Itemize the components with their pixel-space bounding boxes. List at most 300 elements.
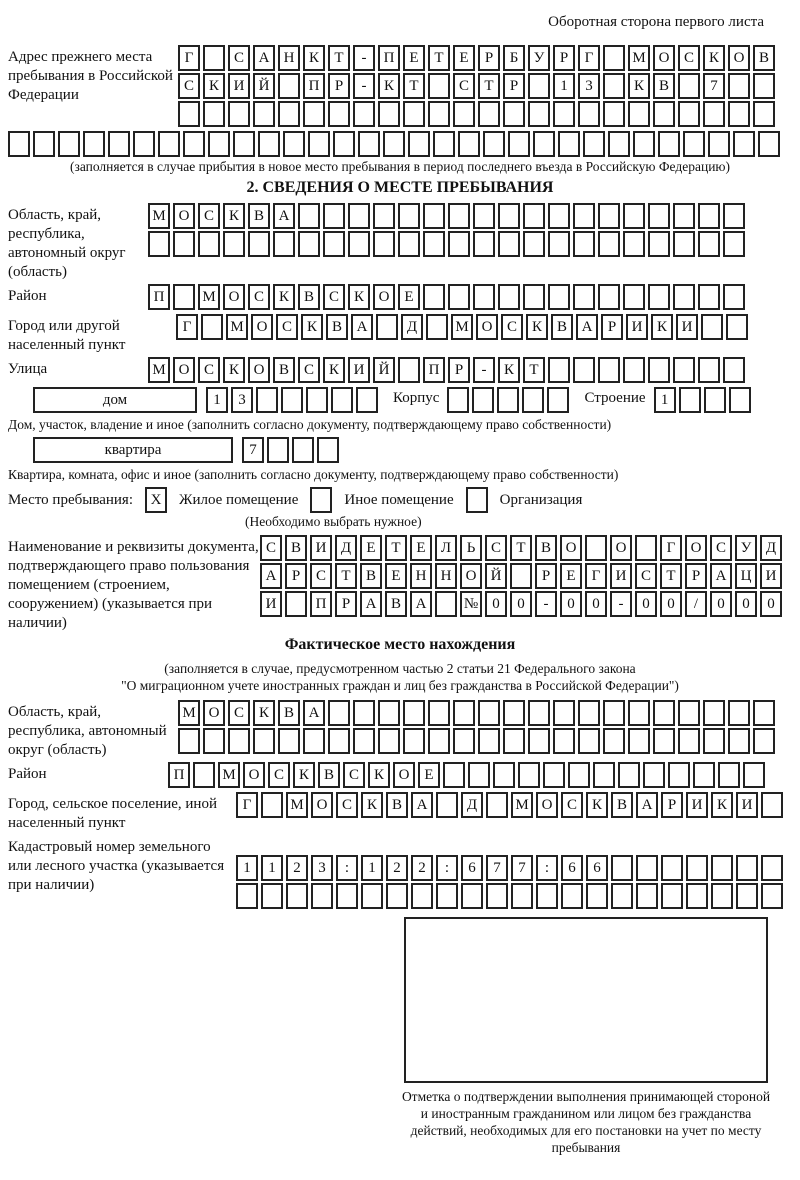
char-cell: А	[636, 792, 658, 818]
char-cell: Д	[760, 535, 782, 561]
char-cell: В	[285, 535, 307, 561]
char-cell	[473, 231, 495, 257]
prev-address-label: Адрес прежнего места пребывания в Российской Федерации	[8, 49, 173, 103]
char-cell	[178, 101, 200, 127]
char-cell: П	[423, 357, 445, 383]
char-cell	[158, 131, 180, 157]
char-cell: О	[536, 792, 558, 818]
char-cell: 7	[486, 855, 508, 881]
char-cell: А	[351, 314, 373, 340]
char-cell: Н	[435, 563, 457, 589]
char-cell: О	[173, 203, 195, 229]
char-cell: К	[203, 73, 225, 99]
char-cell	[736, 883, 758, 909]
char-cell	[285, 591, 307, 617]
char-cell: О	[393, 762, 415, 788]
mesto-label: Место пребывания:	[8, 491, 133, 508]
char-cell	[686, 883, 708, 909]
char-cell	[383, 131, 405, 157]
char-cell: А	[303, 700, 325, 726]
char-cell	[333, 131, 355, 157]
prev-address-row-3	[178, 101, 778, 127]
char-cell	[561, 883, 583, 909]
char-cell	[378, 101, 400, 127]
char-cell	[228, 728, 250, 754]
char-cell: В	[298, 284, 320, 310]
prev-address-rows	[178, 45, 778, 129]
korpus-cells	[447, 387, 572, 413]
mesto-note: (Необходимо выбрать нужное)	[245, 514, 422, 529]
char-cell: К	[703, 45, 725, 71]
ulitsa-label: Улица	[8, 361, 48, 377]
char-cell: К	[628, 73, 650, 99]
fact-oblast-row-1	[178, 700, 778, 726]
char-cell: Ц	[735, 563, 757, 589]
char-cell: Е	[418, 762, 440, 788]
doc-row-1	[260, 535, 785, 561]
char-cell: И	[736, 792, 758, 818]
char-cell: И	[310, 535, 332, 561]
char-cell	[523, 231, 545, 257]
char-cell: И	[348, 357, 370, 383]
char-cell: К	[361, 792, 383, 818]
char-cell: Г	[578, 45, 600, 71]
char-cell: С	[453, 73, 475, 99]
char-cell	[693, 762, 715, 788]
char-cell	[533, 131, 555, 157]
char-cell	[298, 203, 320, 229]
char-cell: К	[273, 284, 295, 310]
char-cell: К	[301, 314, 323, 340]
char-cell	[353, 101, 375, 127]
char-cell	[573, 203, 595, 229]
char-cell: В	[385, 591, 407, 617]
char-cell	[729, 387, 751, 413]
char-cell: С	[678, 45, 700, 71]
char-cell	[753, 73, 775, 99]
char-cell: К	[378, 73, 400, 99]
char-cell	[603, 73, 625, 99]
fact-note-2: "О миграционном учете иностранных граждан и лиц без гражданства в Российской Федерации")	[121, 678, 679, 693]
fact-gorod-label: Город, сельское поселение, иной населенный пункт	[8, 796, 217, 831]
char-cell: С	[323, 284, 345, 310]
char-cell: О	[476, 314, 498, 340]
char-cell: 0	[760, 591, 782, 617]
char-cell: А	[410, 591, 432, 617]
char-cell	[661, 855, 683, 881]
char-cell	[303, 728, 325, 754]
char-cell	[536, 883, 558, 909]
oblast-label: Область, край, республика, автономный округ (область)	[8, 207, 126, 280]
char-cell: Р	[535, 563, 557, 589]
char-cell	[173, 284, 195, 310]
char-cell: В	[386, 792, 408, 818]
char-cell	[528, 728, 550, 754]
kvartira-box: квартира	[33, 437, 233, 463]
char-cell	[723, 231, 745, 257]
char-cell: -	[535, 591, 557, 617]
char-cell	[628, 700, 650, 726]
stroenie-label: Строение	[584, 390, 646, 406]
char-cell	[428, 700, 450, 726]
char-cell	[292, 437, 314, 463]
char-cell	[8, 131, 30, 157]
char-cell: Г	[178, 45, 200, 71]
char-cell: С	[485, 535, 507, 561]
char-cell	[308, 131, 330, 157]
char-cell: А	[576, 314, 598, 340]
char-cell: С	[710, 535, 732, 561]
char-cell	[686, 855, 708, 881]
stamp-note: Отметка о подтверждении выполнения принимающей стороной и иностранным гражданином или лицом без гражданства действий, необходимых для его постановки на учет по месту пребывания	[401, 1089, 771, 1155]
char-cell: А	[710, 563, 732, 589]
option-organizatsiya-label: Организация	[499, 491, 583, 508]
char-cell	[683, 131, 705, 157]
char-cell	[223, 231, 245, 257]
char-cell	[483, 131, 505, 157]
char-cell: П	[303, 73, 325, 99]
char-cell	[603, 101, 625, 127]
char-cell	[673, 284, 695, 310]
prev-address-row-2	[178, 73, 778, 99]
char-cell: С	[336, 792, 358, 818]
char-cell	[278, 73, 300, 99]
kvartira-number-cells	[242, 437, 342, 463]
char-cell	[473, 203, 495, 229]
char-cell: 0	[735, 591, 757, 617]
char-cell	[648, 357, 670, 383]
char-cell: С	[276, 314, 298, 340]
char-cell	[33, 131, 55, 157]
char-cell	[761, 855, 783, 881]
char-cell	[83, 131, 105, 157]
option-zhiloe-label: Жилое помещение	[179, 491, 299, 508]
kvartira-note: Квартира, комната, офис и иное (заполнить согласно документу, подтверждающему право собственности)	[8, 467, 619, 482]
kadastr-field	[8, 835, 792, 911]
char-cell: 0	[635, 591, 657, 617]
char-cell	[598, 203, 620, 229]
char-cell	[598, 231, 620, 257]
char-cell	[653, 700, 675, 726]
char-cell: О	[173, 357, 195, 383]
char-cell: Й	[485, 563, 507, 589]
char-cell: Т	[478, 73, 500, 99]
char-cell: 3	[578, 73, 600, 99]
char-cell: Н	[278, 45, 300, 71]
checkbox-organizatsiya[interactable]	[466, 487, 488, 513]
char-cell: М	[198, 284, 220, 310]
char-cell: О	[685, 535, 707, 561]
char-cell	[648, 203, 670, 229]
kadastr-row-1	[236, 855, 786, 881]
char-cell: 2	[386, 855, 408, 881]
back-side-note: Оборотная сторона первого листа	[548, 14, 764, 30]
char-cell	[428, 73, 450, 99]
char-cell	[348, 203, 370, 229]
char-cell: К	[223, 203, 245, 229]
char-cell: 1	[654, 387, 676, 413]
char-cell	[623, 284, 645, 310]
char-cell	[286, 883, 308, 909]
char-cell	[468, 762, 490, 788]
char-cell: 1	[361, 855, 383, 881]
char-cell	[448, 231, 470, 257]
ulitsa-field	[8, 357, 792, 385]
char-cell: К	[651, 314, 673, 340]
char-cell: В	[535, 535, 557, 561]
char-cell	[598, 284, 620, 310]
char-cell	[573, 231, 595, 257]
char-cell	[578, 728, 600, 754]
char-cell: Д	[335, 535, 357, 561]
char-cell: Т	[385, 535, 407, 561]
char-cell: Е	[453, 45, 475, 71]
kvartira-row	[8, 437, 792, 465]
char-cell: К	[303, 45, 325, 71]
fact-raion-row	[168, 762, 768, 788]
char-cell	[376, 314, 398, 340]
char-cell: С	[228, 700, 250, 726]
char-cell	[267, 437, 289, 463]
char-cell	[203, 728, 225, 754]
ulitsa-row	[148, 357, 748, 383]
char-cell	[236, 883, 258, 909]
kadastr-label: Кадастровый номер земельного или лесного участка (указывается при наличии)	[8, 839, 225, 893]
char-cell	[523, 284, 545, 310]
char-cell	[328, 101, 350, 127]
char-cell: Е	[560, 563, 582, 589]
char-cell: 6	[461, 855, 483, 881]
char-cell	[704, 387, 726, 413]
char-cell: О	[223, 284, 245, 310]
char-cell	[298, 231, 320, 257]
char-cell	[658, 131, 680, 157]
char-cell	[753, 700, 775, 726]
prev-address-row-4	[8, 131, 792, 157]
char-cell	[498, 284, 520, 310]
char-cell: К	[348, 284, 370, 310]
raion-row	[148, 284, 748, 310]
char-cell	[256, 387, 278, 413]
char-cell: Т	[328, 45, 350, 71]
char-cell: К	[498, 357, 520, 383]
char-cell	[623, 231, 645, 257]
char-cell	[623, 357, 645, 383]
char-cell	[303, 101, 325, 127]
char-cell	[753, 101, 775, 127]
char-cell: Г	[176, 314, 198, 340]
char-cell: С	[635, 563, 657, 589]
checkbox-inoe[interactable]	[310, 487, 332, 513]
char-cell: Е	[385, 563, 407, 589]
char-cell: 1	[206, 387, 228, 413]
char-cell	[435, 591, 457, 617]
char-cell	[433, 131, 455, 157]
char-cell: Е	[403, 45, 425, 71]
char-cell: С	[198, 203, 220, 229]
char-cell	[573, 284, 595, 310]
char-cell	[378, 700, 400, 726]
char-cell: С	[501, 314, 523, 340]
char-cell: В	[278, 700, 300, 726]
checkbox-zhiloe[interactable]: X	[145, 487, 167, 513]
char-cell: К	[711, 792, 733, 818]
char-cell: Е	[410, 535, 432, 561]
char-cell	[528, 101, 550, 127]
char-cell	[448, 284, 470, 310]
char-cell: А	[360, 591, 382, 617]
char-cell: 0	[485, 591, 507, 617]
char-cell	[453, 700, 475, 726]
char-cell: К	[586, 792, 608, 818]
char-cell	[510, 563, 532, 589]
fact-oblast-row-2	[178, 728, 778, 754]
char-cell: 3	[311, 855, 333, 881]
char-cell	[498, 231, 520, 257]
char-cell	[679, 387, 701, 413]
char-cell: 3	[231, 387, 253, 413]
char-cell	[698, 203, 720, 229]
char-cell	[353, 700, 375, 726]
char-cell: Й	[253, 73, 275, 99]
char-cell	[673, 231, 695, 257]
char-cell: 2	[286, 855, 308, 881]
char-cell	[478, 700, 500, 726]
char-cell	[593, 762, 615, 788]
char-cell: С	[343, 762, 365, 788]
char-cell	[711, 855, 733, 881]
char-cell: Р	[553, 45, 575, 71]
char-cell	[348, 231, 370, 257]
char-cell	[761, 883, 783, 909]
char-cell	[628, 101, 650, 127]
prev-address-note: (заполняется в случае прибытия в новое место пребывания в период последнего въезда в Российскую Федерацию)	[69, 159, 731, 174]
char-cell	[698, 284, 720, 310]
char-cell	[635, 535, 657, 561]
char-cell	[317, 437, 339, 463]
char-cell: 0	[560, 591, 582, 617]
char-cell: О	[560, 535, 582, 561]
char-cell: М	[286, 792, 308, 818]
raion-label: Район	[8, 288, 47, 304]
char-cell: Т	[403, 73, 425, 99]
char-cell	[108, 131, 130, 157]
fact-note-1: (заполняется в случае, предусмотренном частью 2 статьи 21 Федерального закона	[164, 661, 636, 676]
char-cell	[653, 101, 675, 127]
char-cell: В	[753, 45, 775, 71]
char-cell	[578, 101, 600, 127]
char-cell: У	[735, 535, 757, 561]
char-cell: С	[298, 357, 320, 383]
char-cell	[698, 231, 720, 257]
char-cell	[493, 762, 515, 788]
char-cell	[423, 284, 445, 310]
char-cell	[428, 728, 450, 754]
char-cell	[726, 314, 748, 340]
char-cell: 1	[236, 855, 258, 881]
char-cell	[497, 387, 519, 413]
char-cell: Н	[410, 563, 432, 589]
char-cell	[518, 762, 540, 788]
char-cell	[728, 73, 750, 99]
korpus-label: Корпус	[393, 390, 440, 406]
char-cell	[608, 131, 630, 157]
char-cell	[548, 357, 570, 383]
char-cell: 0	[585, 591, 607, 617]
char-cell	[353, 728, 375, 754]
fact-oblast-field	[8, 700, 792, 760]
char-cell: 6	[561, 855, 583, 881]
char-cell	[503, 101, 525, 127]
char-cell: Ь	[460, 535, 482, 561]
char-cell	[228, 101, 250, 127]
char-cell: Р	[448, 357, 470, 383]
char-cell	[453, 101, 475, 127]
doc-label: Наименование и реквизиты документа, подтверждающего право пользования помещением (строением, сооружением) (указывается при наличии)	[8, 539, 259, 631]
gorod-row	[176, 314, 751, 340]
char-cell: Т	[510, 535, 532, 561]
char-cell: И	[686, 792, 708, 818]
char-cell	[673, 203, 695, 229]
char-cell	[323, 203, 345, 229]
char-cell	[261, 883, 283, 909]
char-cell	[553, 101, 575, 127]
char-cell: В	[360, 563, 382, 589]
char-cell	[761, 792, 783, 818]
char-cell	[203, 45, 225, 71]
char-cell: М	[148, 203, 170, 229]
char-cell: И	[676, 314, 698, 340]
char-cell: В	[551, 314, 573, 340]
char-cell	[648, 231, 670, 257]
char-cell: О	[251, 314, 273, 340]
char-cell	[661, 883, 683, 909]
char-cell	[636, 855, 658, 881]
char-cell	[643, 762, 665, 788]
char-cell: Р	[601, 314, 623, 340]
dom-row	[8, 387, 792, 415]
char-cell	[623, 203, 645, 229]
char-cell	[728, 728, 750, 754]
char-cell	[668, 762, 690, 788]
oblast-row-2	[148, 231, 748, 257]
char-cell	[193, 762, 215, 788]
char-cell: М	[218, 762, 240, 788]
char-cell	[553, 700, 575, 726]
char-cell	[423, 203, 445, 229]
char-cell	[585, 535, 607, 561]
char-cell	[183, 131, 205, 157]
char-cell	[733, 131, 755, 157]
fact-raion-label: Район	[8, 766, 47, 782]
char-cell: И	[626, 314, 648, 340]
char-cell	[198, 231, 220, 257]
char-cell	[403, 700, 425, 726]
char-cell	[478, 728, 500, 754]
char-cell	[648, 284, 670, 310]
char-cell: А	[253, 45, 275, 71]
char-cell: И	[610, 563, 632, 589]
char-cell: -	[473, 357, 495, 383]
char-cell	[373, 203, 395, 229]
char-cell	[447, 387, 469, 413]
char-cell	[508, 131, 530, 157]
char-cell: Т	[335, 563, 357, 589]
stamp-box	[404, 917, 768, 1083]
char-cell: П	[148, 284, 170, 310]
char-cell	[743, 762, 765, 788]
char-cell: Д	[401, 314, 423, 340]
